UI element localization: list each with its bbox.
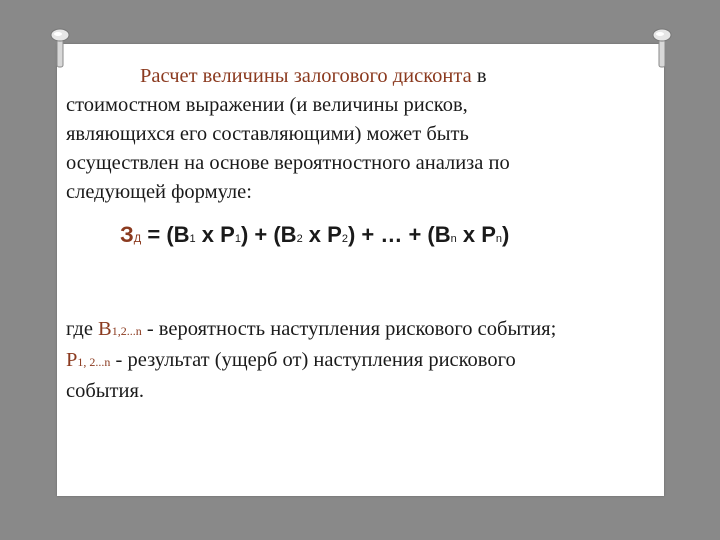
intro-line-5: следующей формуле: bbox=[66, 181, 252, 203]
formula-sub: 2 bbox=[341, 233, 348, 245]
legend-symbol-p-sub: 1, 2...n bbox=[77, 355, 111, 369]
formula-sub: 2 bbox=[296, 233, 303, 245]
intro-accent: Расчет величины залогового дисконта bbox=[140, 65, 472, 87]
formula-part: = (В bbox=[141, 222, 190, 247]
formula-lead: З bbox=[120, 222, 134, 247]
formula-sub: 1 bbox=[234, 233, 241, 245]
legend-symbol-p: Р bbox=[66, 349, 78, 371]
formula-part: ) bbox=[502, 222, 510, 247]
legend-symbol-b: В bbox=[98, 318, 112, 340]
intro-line-4: осуществлен на основе вероятностного анализа по bbox=[66, 152, 510, 174]
formula-sub: n bbox=[495, 233, 503, 245]
formula-part: х Р bbox=[302, 222, 342, 247]
legend-row-1-text: - вероятность наступления рискового события; bbox=[141, 318, 557, 340]
intro-paragraph bbox=[66, 62, 646, 207]
formula-part: х Р bbox=[456, 222, 496, 247]
legend-row-2 bbox=[66, 346, 656, 377]
formula-part: х Р bbox=[195, 222, 235, 247]
intro-line-3: являющихся его составляющими) может быть bbox=[66, 123, 469, 145]
legend-prefix: где bbox=[66, 318, 99, 340]
intro-line-2: стоимостном выражении (и величины рисков, bbox=[66, 94, 468, 116]
intro-line-1-rest: в bbox=[471, 65, 487, 87]
legend-row-1 bbox=[66, 315, 656, 346]
formula-lead-sub: Д bbox=[133, 233, 142, 245]
intro-line-1 bbox=[66, 62, 646, 91]
formula-part: ) + … + (В bbox=[347, 222, 451, 247]
formula-sub: 1 bbox=[189, 233, 196, 245]
formula-sub: n bbox=[450, 233, 457, 245]
legend-row-3: события. bbox=[66, 380, 145, 402]
legend-paragraph bbox=[66, 315, 656, 406]
formula-part: ) + (В bbox=[240, 222, 297, 247]
formula bbox=[120, 222, 509, 248]
legend-row-2-text: - результат (ущерб от) наступления рискового bbox=[110, 349, 516, 371]
pin-icon bbox=[650, 27, 674, 71]
legend-symbol-b-sub: 1,2...n bbox=[111, 324, 142, 338]
